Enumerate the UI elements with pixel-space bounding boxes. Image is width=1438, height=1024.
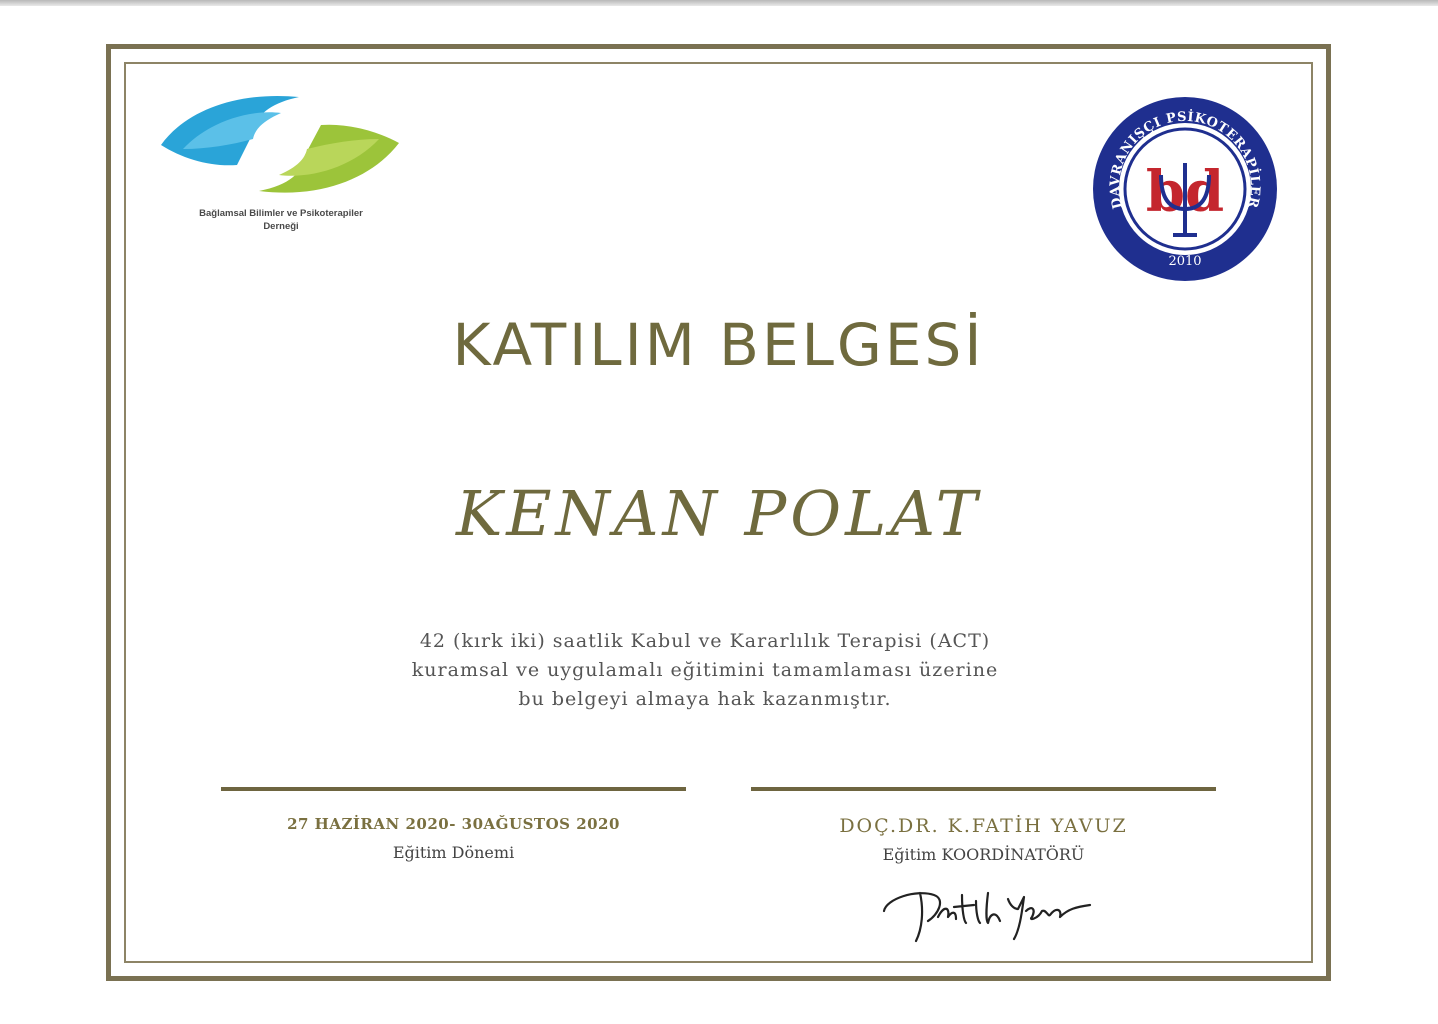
association-seal-icon (1089, 93, 1281, 285)
coordinator-role: Eğitim KOORDİNATÖRÜ (882, 845, 1085, 864)
training-period-label: Eğitim Dönemi (392, 843, 515, 862)
association-seal (1089, 93, 1281, 285)
coordinator-signature (876, 871, 1096, 946)
description-line-3: bu belgeyi almaya hak kazanmıştır. (518, 688, 892, 710)
certificate-description (111, 627, 1299, 714)
signature-divider-line (751, 787, 1216, 791)
seal-year: 2010 (1168, 254, 1202, 269)
association-logo (151, 87, 411, 247)
certificate (106, 44, 1331, 981)
description-line-1: 42 (kırk iki) saatlik Kabul ve Kararlılık Terapisi (ACT) (419, 630, 991, 652)
association-logo-caption-line1: Bağlamsal Bilimler ve Psikoterapiler (199, 208, 363, 219)
training-period-dates: 27 HAZİRAN 2020- 30AĞUSTOS 2020 (287, 815, 620, 833)
seal-monogram: bd (1145, 159, 1225, 225)
association-logo-caption-line2: Derneği (263, 221, 299, 232)
period-divider-line (221, 787, 686, 791)
certificate-title: KATILIM BELGESİ (452, 311, 985, 379)
seal-ring-text: DAVRANIŞÇI PSİKOTERAPİLER (1107, 109, 1263, 211)
recipient-name: KENAN POLAT (455, 477, 981, 550)
description-line-2: kuramsal ve uygulamalı eğitimini tamamlaması üzerine (411, 659, 999, 681)
coordinator-name: DOÇ.DR. K.FATİH YAVUZ (839, 815, 1128, 837)
signature-icon (876, 871, 1096, 946)
association-logo-icon (151, 87, 411, 207)
top-edge-bar (0, 0, 1438, 6)
association-logo-caption (151, 207, 411, 233)
